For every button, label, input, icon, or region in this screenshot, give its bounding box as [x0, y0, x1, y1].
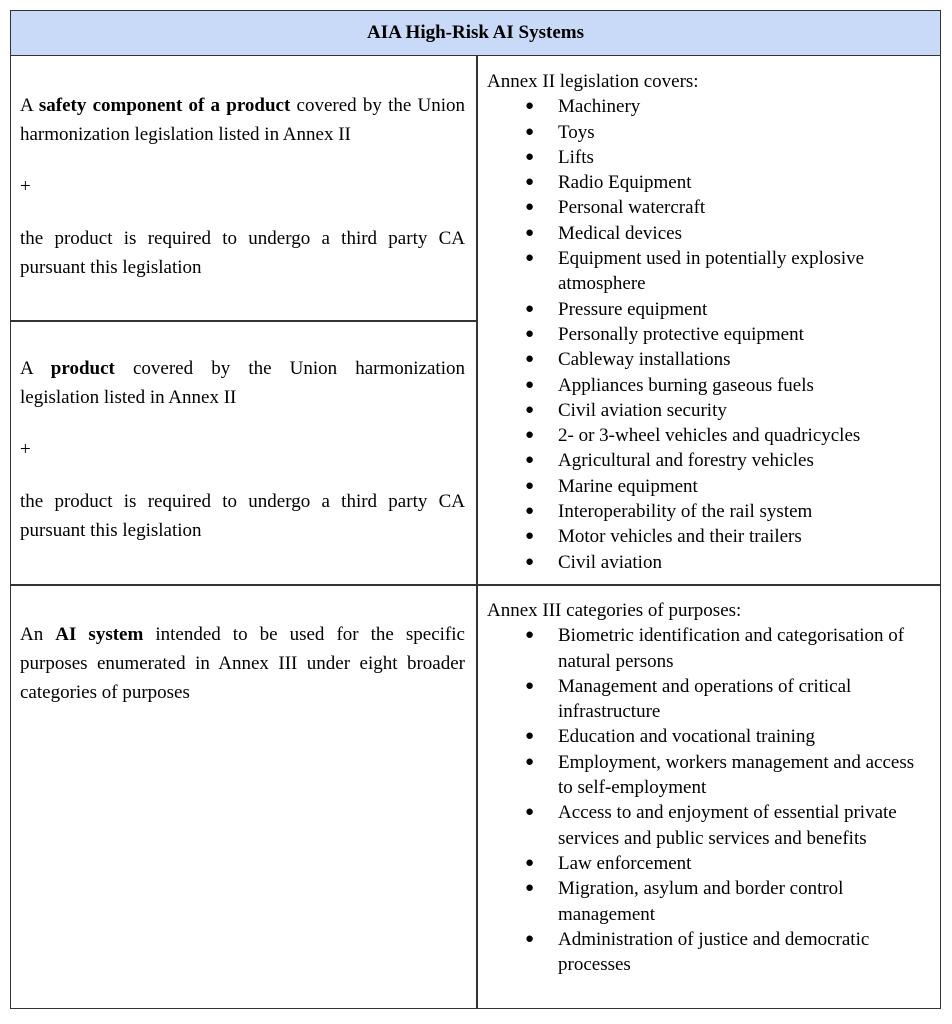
condition-text: the product is required to undergo a third party CA pursuant this legislation: [20, 228, 465, 278]
list-item-text: Lifts: [558, 146, 594, 168]
bullet-icon: ●: [525, 300, 535, 317]
list-item-text: Medical devices: [558, 222, 682, 244]
criterion-bold: product: [50, 358, 115, 379]
bullet-icon: ●: [525, 880, 535, 897]
list-item: [487, 246, 932, 297]
list-item: [487, 474, 932, 499]
list-item-text: Cableway installations: [558, 349, 731, 371]
list-item: [487, 448, 932, 473]
annex-ii-heading: Annex II legislation covers:: [487, 71, 699, 92]
list-item-text: Biometric identification and categorisation of natural persons: [558, 625, 905, 672]
condition-text: the product is required to undergo a third party CA pursuant this legislation: [20, 491, 465, 541]
high-risk-table: [10, 10, 941, 1009]
table-header: [11, 11, 940, 56]
cell-annex-iii: [487, 598, 932, 977]
list-item-text: Education and vocational training: [558, 726, 815, 748]
bullet-icon: ●: [525, 123, 535, 140]
list-item: [487, 550, 932, 575]
list-item: [487, 94, 932, 119]
annex-iii-heading: Annex III categories of purposes:: [487, 600, 742, 621]
list-item-text: Agricultural and forestry vehicles: [558, 450, 814, 472]
bullet-icon: ●: [525, 804, 535, 821]
bullet-icon: ●: [525, 148, 535, 165]
list-item: [487, 851, 932, 876]
bullet-icon: ●: [525, 930, 535, 947]
list-item: [487, 195, 932, 220]
column-divider: [476, 56, 478, 1008]
bullet-icon: ●: [525, 528, 535, 545]
bullet-icon: ●: [525, 728, 535, 745]
annex-ii-list: [487, 94, 932, 575]
list-item-text: Interoperability of the rail system: [558, 501, 813, 523]
row-divider-left: [11, 320, 477, 322]
criterion-text: A safety component of a product covered by the Union harmonization legislation listed in Annex II: [20, 95, 465, 145]
list-item-text: Civil aviation security: [558, 399, 727, 421]
list-item-text: Toys: [558, 121, 595, 143]
list-item-text: Appliances burning gaseous fuels: [558, 374, 814, 396]
list-item: [487, 398, 932, 423]
list-item-text: Machinery: [558, 96, 641, 118]
list-item-text: Access to and enjoyment of essential private services and public services and benefits: [558, 802, 897, 849]
bullet-icon: ●: [525, 477, 535, 494]
bullet-icon: ●: [525, 199, 535, 216]
list-item-text: Pressure equipment: [558, 298, 708, 320]
list-item-text: Motor vehicles and their trailers: [558, 526, 802, 548]
list-item: [487, 800, 932, 851]
list-item-text: Law enforcement: [558, 852, 692, 874]
list-item: [487, 120, 932, 145]
list-item: [487, 524, 932, 549]
bullet-icon: ●: [525, 250, 535, 267]
list-item: [487, 322, 932, 347]
list-item-text: Personal watercraft: [558, 197, 706, 219]
bullet-icon: ●: [525, 325, 535, 342]
list-item: [487, 927, 932, 978]
list-item: [487, 170, 932, 195]
list-item-text: Marine equipment: [558, 475, 698, 497]
bullet-icon: ●: [525, 401, 535, 418]
list-item-text: Employment, workers management and access to self-employment: [558, 751, 915, 799]
list-item: [487, 145, 932, 170]
bullet-icon: ●: [525, 98, 535, 115]
bullet-icon: ●: [525, 677, 535, 694]
bullet-icon: ●: [525, 452, 535, 469]
plus-sign: +: [20, 176, 31, 197]
list-item: [487, 876, 932, 927]
row-divider-full: [11, 584, 940, 586]
list-item: [487, 423, 932, 448]
bullet-icon: ●: [525, 627, 535, 644]
bullet-icon: ●: [525, 553, 535, 570]
cell-annex-ii: [487, 69, 932, 575]
cell-safety-component: [20, 91, 465, 282]
bullet-icon: ●: [525, 224, 535, 241]
list-item: [487, 499, 932, 524]
list-item: [487, 373, 932, 398]
list-item-text: 2- or 3-wheel vehicles and quadricycles: [558, 425, 861, 447]
cell-ai-system: [20, 620, 465, 707]
list-item-text: Management and operations of critical infrastructure: [558, 675, 852, 723]
list-item: [487, 750, 932, 801]
bullet-icon: ●: [525, 376, 535, 393]
criterion-bold: safety component of a product: [38, 95, 291, 116]
bullet-icon: ●: [525, 174, 535, 191]
bullet-icon: ●: [525, 753, 535, 770]
cell-product: [20, 354, 465, 545]
bullet-icon: ●: [525, 503, 535, 520]
bullet-icon: ●: [525, 854, 535, 871]
list-item-text: Migration, asylum and border control management: [558, 878, 844, 925]
list-item-text: Radio Equipment: [558, 172, 692, 194]
bullet-icon: ●: [525, 351, 535, 368]
plus-sign: +: [20, 439, 31, 460]
table-title: AIA High-Risk AI Systems: [367, 22, 584, 43]
criterion-text: An AI system intended to be used for the specific purposes enumerated in Annex III under eight broader categories of purposes: [20, 624, 465, 703]
criterion-text: A product covered by the Union harmonization legislation listed in Annex II: [20, 358, 465, 408]
list-item-text: Equipment used in potentially explosive atmosphere: [558, 248, 865, 295]
annex-iii-list: [487, 623, 932, 977]
list-item: [487, 724, 932, 749]
list-item: [487, 221, 932, 246]
list-item: [487, 297, 932, 322]
criterion-bold: AI system: [55, 624, 144, 645]
list-item-text: Civil aviation: [558, 551, 662, 573]
list-item: [487, 674, 932, 725]
list-item: [487, 623, 932, 674]
list-item-text: Administration of justice and democratic processes: [558, 928, 870, 976]
bullet-icon: ●: [525, 427, 535, 444]
list-item: [487, 347, 932, 372]
list-item-text: Personally protective equipment: [558, 323, 804, 345]
